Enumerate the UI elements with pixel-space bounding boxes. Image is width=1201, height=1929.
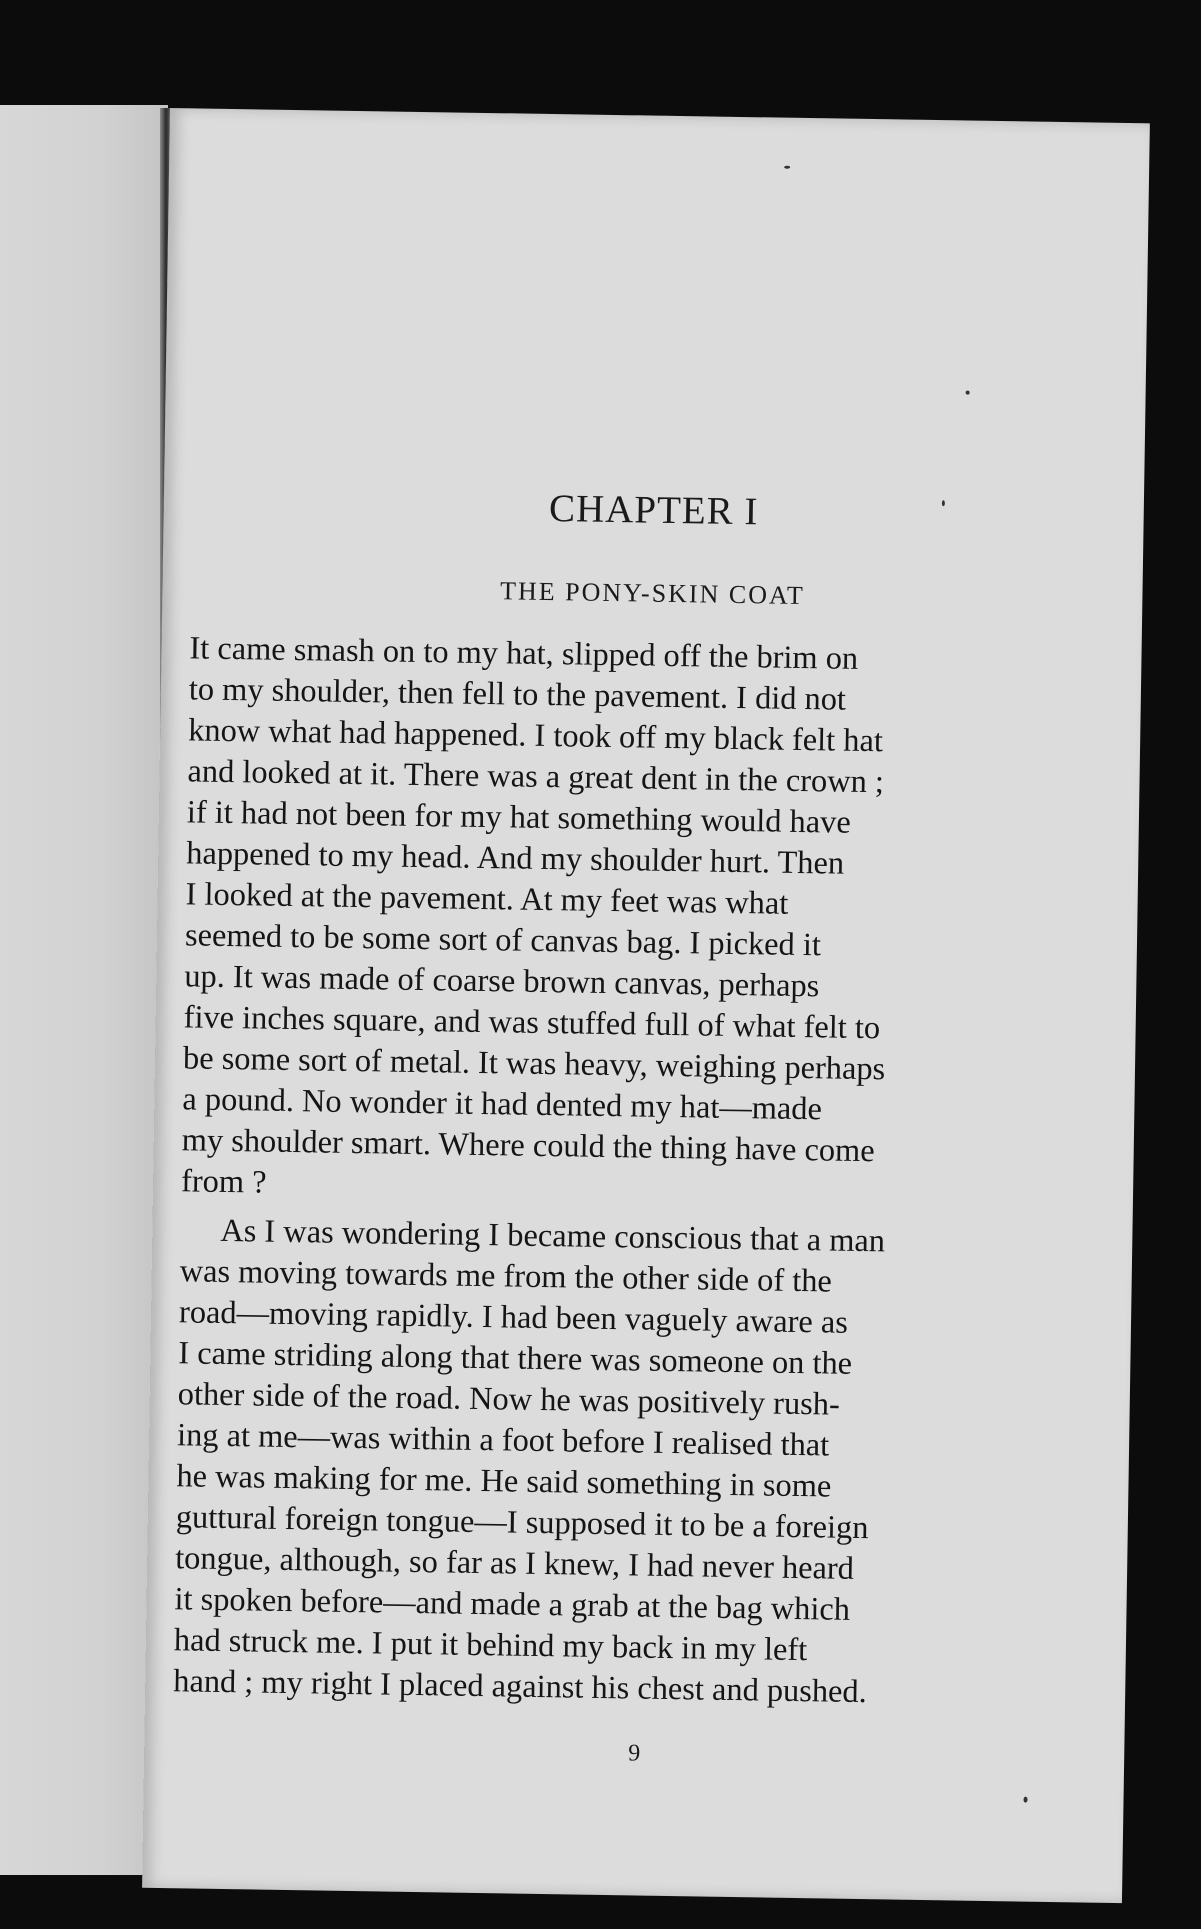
text-line: ing at me—was within a foot before I realised that	[176, 1417, 830, 1464]
text-line: a pound. No wonder it had dented my hat—made	[182, 1081, 823, 1128]
text-line: other side of the road. Now he was positively rush-	[177, 1376, 841, 1423]
text-line: had struck me. I put it behind my back in my left	[173, 1622, 808, 1669]
text-line: I looked at the pavement. At my feet was what	[185, 876, 789, 922]
text-line: seemed to be some sort of canvas bag. I picked it	[184, 917, 822, 964]
text-line: happened to my head. And my shoulder hurt. Then	[186, 835, 845, 882]
text-line: up. It was made of coarse brown canvas, perhaps	[184, 958, 820, 1005]
text-line: to my shoulder, then fell to the pavement. I did not	[188, 671, 847, 718]
text-line: As I was wondering I became conscious that a man	[220, 1212, 886, 1260]
text-line: from ?	[180, 1163, 267, 1201]
text-line: know what had happened. I took off my black felt hat	[187, 712, 884, 760]
chapter-subtitle: THE PONY-SKIN COAT	[499, 576, 805, 611]
text-line: guttural foreign tongue—I supposed it to be a foreign	[175, 1499, 869, 1547]
chapter-title: CHAPTER I	[548, 487, 759, 534]
text-line: It came smash on to my hat, slipped off the brim on	[189, 630, 859, 677]
paragraph-2	[173, 1210, 1061, 1716]
text-line: hand ; my right I placed against his chest and pushed.	[173, 1663, 868, 1711]
text-line: if it had not been for my hat something would have	[186, 794, 852, 841]
page-number: 9	[628, 1740, 641, 1767]
text-line: I came striding along that there was someone on the	[178, 1335, 853, 1382]
print-speck	[966, 391, 970, 395]
text-line: was moving towards me from the other side of the	[179, 1253, 833, 1300]
text-line: it spoken before—and made a grab at the bag which	[174, 1581, 851, 1628]
text-line: tongue, although, so far as I knew, I had never heard	[174, 1540, 855, 1587]
paragraph-1	[181, 628, 1070, 1216]
book-page	[142, 108, 1150, 1903]
text-line: be some sort of metal. It was heavy, weighing perhaps	[182, 1040, 886, 1088]
text-line: he was making for me. He said something in some	[176, 1458, 832, 1505]
text-line: road—moving rapidly. I had been vaguely aware as	[178, 1294, 849, 1341]
print-speck	[784, 166, 790, 169]
print-speck	[1023, 1797, 1027, 1803]
text-line: five inches square, and was stuffed full of what felt to	[183, 999, 881, 1047]
facing-page	[0, 105, 168, 1875]
text-line: my shoulder smart. Where could the thing have come	[181, 1122, 875, 1170]
body-text	[173, 628, 1070, 1724]
text-line: and looked at it. There was a great dent in the crown ;	[187, 753, 885, 801]
